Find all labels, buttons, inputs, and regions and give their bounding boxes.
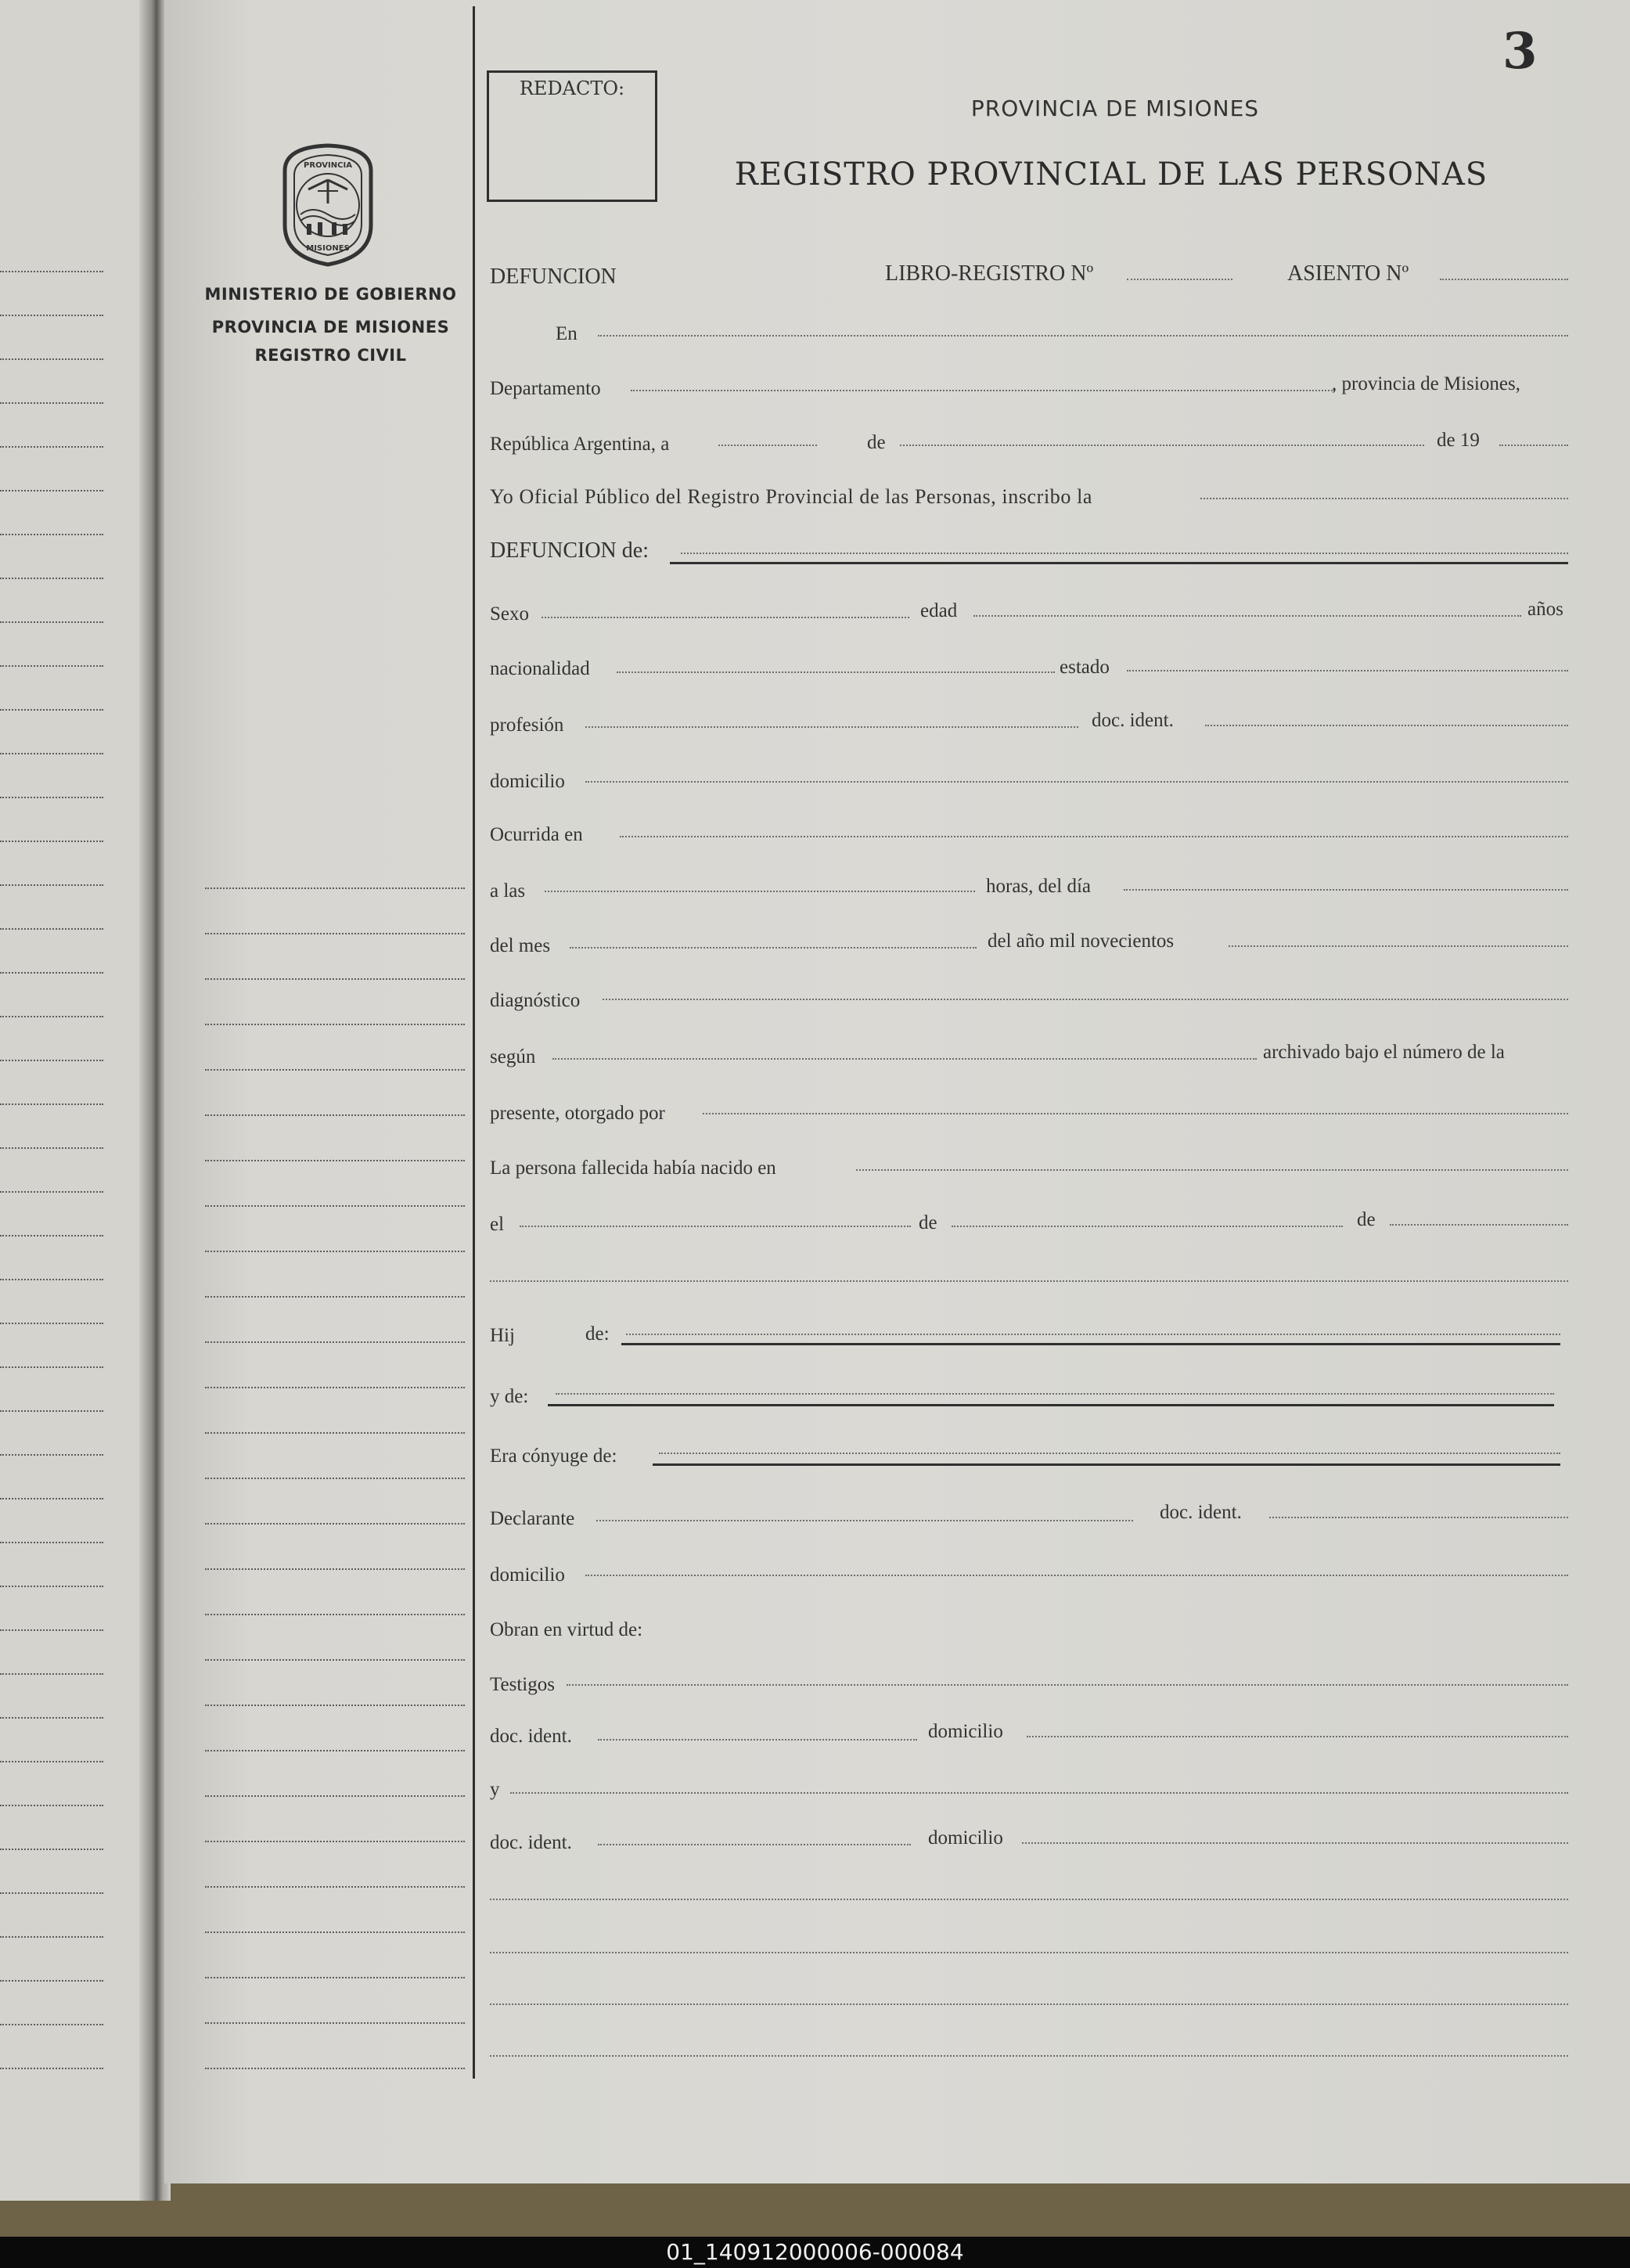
left-page-rule	[0, 2024, 103, 2025]
profesion-field[interactable]	[585, 726, 1078, 728]
margin-rule	[205, 1205, 465, 1207]
left-page-rule	[0, 1849, 103, 1850]
left-page-rule	[0, 1892, 103, 1894]
left-page-rule	[0, 1366, 103, 1368]
de-label: de	[867, 432, 886, 453]
left-page-rule	[0, 1542, 103, 1543]
nacimiento-de-label-2: de	[1357, 1209, 1376, 1230]
left-page-rule	[0, 841, 103, 842]
vertical-divider	[473, 6, 475, 2079]
nacimiento-extra-field[interactable]	[490, 1280, 1568, 1282]
left-page-rule	[0, 490, 103, 491]
testigo-1-domicilio-label: domicilio	[928, 1721, 1003, 1742]
margin-rule	[205, 1977, 465, 1978]
left-page-rule	[0, 797, 103, 798]
mes-ocurrida-field[interactable]	[570, 947, 977, 949]
blank-line[interactable]	[490, 1952, 1568, 1953]
nacimiento-dia-field[interactable]	[520, 1226, 911, 1227]
dia-ocurrida-field[interactable]	[1124, 889, 1568, 891]
ministry-line-2: PROVINCIA DE MISIONES	[211, 318, 450, 337]
margin-rule	[205, 1614, 465, 1615]
a-las-label: a las	[490, 880, 526, 902]
madre-underline	[548, 1404, 1554, 1406]
seal-bottom-text: MISIONES	[306, 244, 350, 253]
margin-rule	[205, 887, 465, 889]
left-page-rule	[0, 1016, 103, 1017]
page-number: 3	[1502, 22, 1538, 81]
left-page-rule	[0, 1103, 103, 1105]
defuncion-de-field[interactable]	[681, 553, 1568, 554]
margin-rule	[205, 1251, 465, 1252]
left-page-rule	[0, 1279, 103, 1280]
diagnostico-field[interactable]	[603, 999, 1568, 1000]
ocurrida-en-label: Ocurrida en	[490, 824, 583, 845]
left-page-rule	[0, 665, 103, 667]
ministry-line-3: REGISTRO CIVIL	[254, 346, 407, 365]
left-page-rule	[0, 1936, 103, 1938]
nacimiento-de-label: de	[919, 1212, 937, 1233]
margin-rule	[205, 1114, 465, 1116]
presente-otorgado-label: presente, otorgado por	[490, 1103, 665, 1124]
left-page-rule	[0, 1805, 103, 1806]
edad-field[interactable]	[973, 615, 1521, 617]
era-conyuge-label: Era cónyuge de:	[490, 1445, 617, 1467]
inscribo-field[interactable]	[1200, 498, 1568, 499]
de-19-label: de 19	[1437, 430, 1480, 451]
hij-de-label: de:	[585, 1323, 610, 1345]
left-page-rule	[0, 884, 103, 886]
left-page-rule	[0, 1147, 103, 1149]
margin-rule	[205, 1705, 465, 1706]
left-page-rule	[0, 709, 103, 711]
margin-rule	[205, 1160, 465, 1161]
margin-rule	[205, 1069, 465, 1071]
mes-field[interactable]	[900, 445, 1424, 446]
declarante-doc-ident-field[interactable]	[1269, 1517, 1568, 1518]
testigo-2-domicilio-field[interactable]	[1022, 1842, 1568, 1844]
y-de-label: y de:	[490, 1386, 529, 1407]
del-ano-label: del año mil novecientos	[988, 931, 1175, 952]
declarante-doc-ident-label: doc. ident.	[1160, 1502, 1242, 1523]
nacimiento-mes-field[interactable]	[952, 1226, 1343, 1227]
defuncion-de-label: DEFUNCION de:	[490, 538, 649, 563]
nacionalidad-field[interactable]	[617, 671, 1055, 673]
provincial-seal-icon	[269, 139, 387, 268]
nacimiento-ano-field[interactable]	[1390, 1224, 1568, 1226]
declarante-domicilio-field[interactable]	[585, 1575, 1568, 1576]
padre-field[interactable]	[626, 1334, 1560, 1335]
hij-label: Hij	[490, 1325, 515, 1346]
margin-rule	[205, 2068, 465, 2069]
left-page-rule	[0, 1235, 103, 1237]
nacionalidad-label: nacionalidad	[490, 658, 590, 679]
sexo-label: Sexo	[490, 603, 529, 625]
left-page-rule	[0, 358, 103, 360]
margin-rule	[205, 1341, 465, 1343]
left-page-rule	[0, 1586, 103, 1587]
madre-field[interactable]	[556, 1393, 1554, 1395]
conyuge-field[interactable]	[659, 1453, 1560, 1454]
margin-rule	[205, 1750, 465, 1751]
left-page-rule	[0, 621, 103, 623]
left-page-rule	[0, 578, 103, 579]
defuncion-heading: DEFUNCION	[490, 265, 617, 289]
seal-top-text: PROVINCIA	[304, 161, 352, 170]
testigo-1-field[interactable]	[567, 1684, 1568, 1686]
left-page-rule	[0, 1717, 103, 1719]
testigo-2-domicilio-label: domicilio	[928, 1827, 1003, 1849]
margin-rule	[205, 1659, 465, 1661]
testigo-1-doc-field[interactable]	[598, 1739, 917, 1741]
declarante-domicilio-label: domicilio	[490, 1564, 565, 1586]
republica-label: República Argentina, a	[490, 434, 670, 455]
testigo-2-field[interactable]	[510, 1792, 1568, 1794]
redacto-box	[487, 70, 657, 202]
domicilio-label: domicilio	[490, 771, 565, 792]
domicilio-field[interactable]	[585, 781, 1568, 783]
redacto-label: REDACTO:	[519, 77, 625, 99]
margin-rule	[205, 1568, 465, 1570]
padre-underline	[621, 1343, 1560, 1345]
left-page-rule	[0, 972, 103, 974]
registry-title: REGISTRO PROVINCIAL DE LAS PERSONAS	[734, 157, 1488, 193]
estado-field[interactable]	[1127, 670, 1568, 671]
blank-line[interactable]	[490, 1899, 1568, 1900]
margin-rule	[205, 1795, 465, 1797]
profesion-label: profesión	[490, 715, 564, 736]
testigo-2-doc-field[interactable]	[598, 1844, 911, 1845]
el-label: el	[490, 1214, 505, 1235]
left-page-rule	[0, 1410, 103, 1412]
en-field[interactable]	[598, 335, 1568, 337]
diagnostico-label: diagnóstico	[490, 990, 581, 1011]
margin-rule	[205, 1024, 465, 1025]
en-label: En	[556, 323, 578, 344]
testigos-label: Testigos	[490, 1674, 555, 1695]
left-page-rule	[0, 1673, 103, 1675]
left-page-rule	[0, 753, 103, 754]
del-mes-label: del mes	[490, 935, 551, 956]
left-page-rule	[0, 1761, 103, 1762]
otorgado-field[interactable]	[703, 1113, 1568, 1114]
margin-rule	[205, 933, 465, 934]
left-page-rule	[0, 1454, 103, 1456]
segun-field[interactable]	[552, 1058, 1257, 1060]
margin-rule	[205, 1931, 465, 1933]
ano-ocurrida-field[interactable]	[1229, 945, 1568, 947]
left-page-rule	[0, 402, 103, 404]
y-label: y	[490, 1779, 500, 1800]
left-page-rule	[0, 928, 103, 930]
testigo-2-doc-label: doc. ident.	[490, 1832, 572, 1853]
anos-label: años	[1527, 599, 1563, 620]
left-page-rule	[0, 1060, 103, 1061]
blank-line[interactable]	[490, 2055, 1568, 2057]
blank-line[interactable]	[490, 2003, 1568, 2005]
dia-field[interactable]	[718, 445, 817, 446]
testigo-1-domicilio-field[interactable]	[1027, 1736, 1568, 1737]
asiento-field[interactable]	[1440, 279, 1568, 280]
margin-rule	[205, 1387, 465, 1388]
declarante-field[interactable]	[596, 1520, 1133, 1521]
provincia-label: , provincia de Misiones,	[1332, 373, 1520, 394]
left-page-rule	[0, 271, 103, 272]
sexo-field[interactable]	[542, 617, 909, 618]
conyuge-underline	[653, 1463, 1560, 1466]
left-page-rule	[0, 534, 103, 535]
left-page-rule	[0, 2068, 103, 2069]
margin-rule	[205, 1523, 465, 1525]
margin-rule	[205, 1296, 465, 1298]
left-page-rule	[0, 1323, 103, 1324]
asiento-label: ASIENTO Nº	[1287, 261, 1409, 286]
left-page-rule	[0, 1191, 103, 1193]
archivado-label: archivado bajo el número de la	[1263, 1042, 1505, 1063]
declarante-label: Declarante	[490, 1508, 575, 1529]
margin-rule	[205, 2022, 465, 2024]
margin-rule	[205, 1886, 465, 1888]
departamento-label: Departamento	[490, 378, 601, 399]
ano-field[interactable]	[1499, 445, 1568, 446]
nacido-en-label: La persona fallecida había nacido en	[490, 1157, 776, 1179]
libro-registro-field[interactable]	[1127, 279, 1232, 280]
left-page-rule	[0, 315, 103, 316]
testigo-1-doc-label: doc. ident.	[490, 1726, 572, 1747]
margin-rule	[205, 1478, 465, 1479]
yo-oficial-text: Yo Oficial Público del Registro Provincial de las Personas, inscribo la	[490, 485, 1093, 508]
doc-ident-field[interactable]	[1205, 725, 1568, 726]
obran-label: Obran en virtud de:	[490, 1619, 643, 1640]
libro-registro-label: LIBRO-REGISTRO Nº	[885, 261, 1094, 286]
left-page-rule	[0, 1629, 103, 1631]
left-page-rule	[0, 1498, 103, 1499]
horas-field[interactable]	[545, 891, 975, 892]
ministry-line-1: MINISTERIO DE GOBIERNO	[204, 285, 457, 304]
segun-label: según	[490, 1046, 536, 1067]
edad-label: edad	[920, 600, 958, 621]
ocurrida-en-field[interactable]	[620, 836, 1568, 837]
left-page-rule	[0, 1980, 103, 1982]
doc-ident-label: doc. ident.	[1092, 710, 1174, 731]
margin-rule	[205, 1841, 465, 1842]
province-title: PROVINCIA DE MISIONES	[970, 95, 1260, 121]
defuncion-de-underline	[670, 562, 1568, 564]
left-page-rule	[0, 446, 103, 448]
horas-del-dia-label: horas, del día	[986, 876, 1091, 897]
estado-label: estado	[1060, 657, 1110, 678]
left-page	[0, 0, 149, 2201]
image-id-caption: 01_140912000006-000084	[666, 2239, 964, 2265]
nacido-en-field[interactable]	[856, 1169, 1568, 1171]
margin-rule	[205, 1432, 465, 1434]
departamento-field[interactable]	[631, 390, 1335, 391]
margin-rule	[205, 978, 465, 980]
